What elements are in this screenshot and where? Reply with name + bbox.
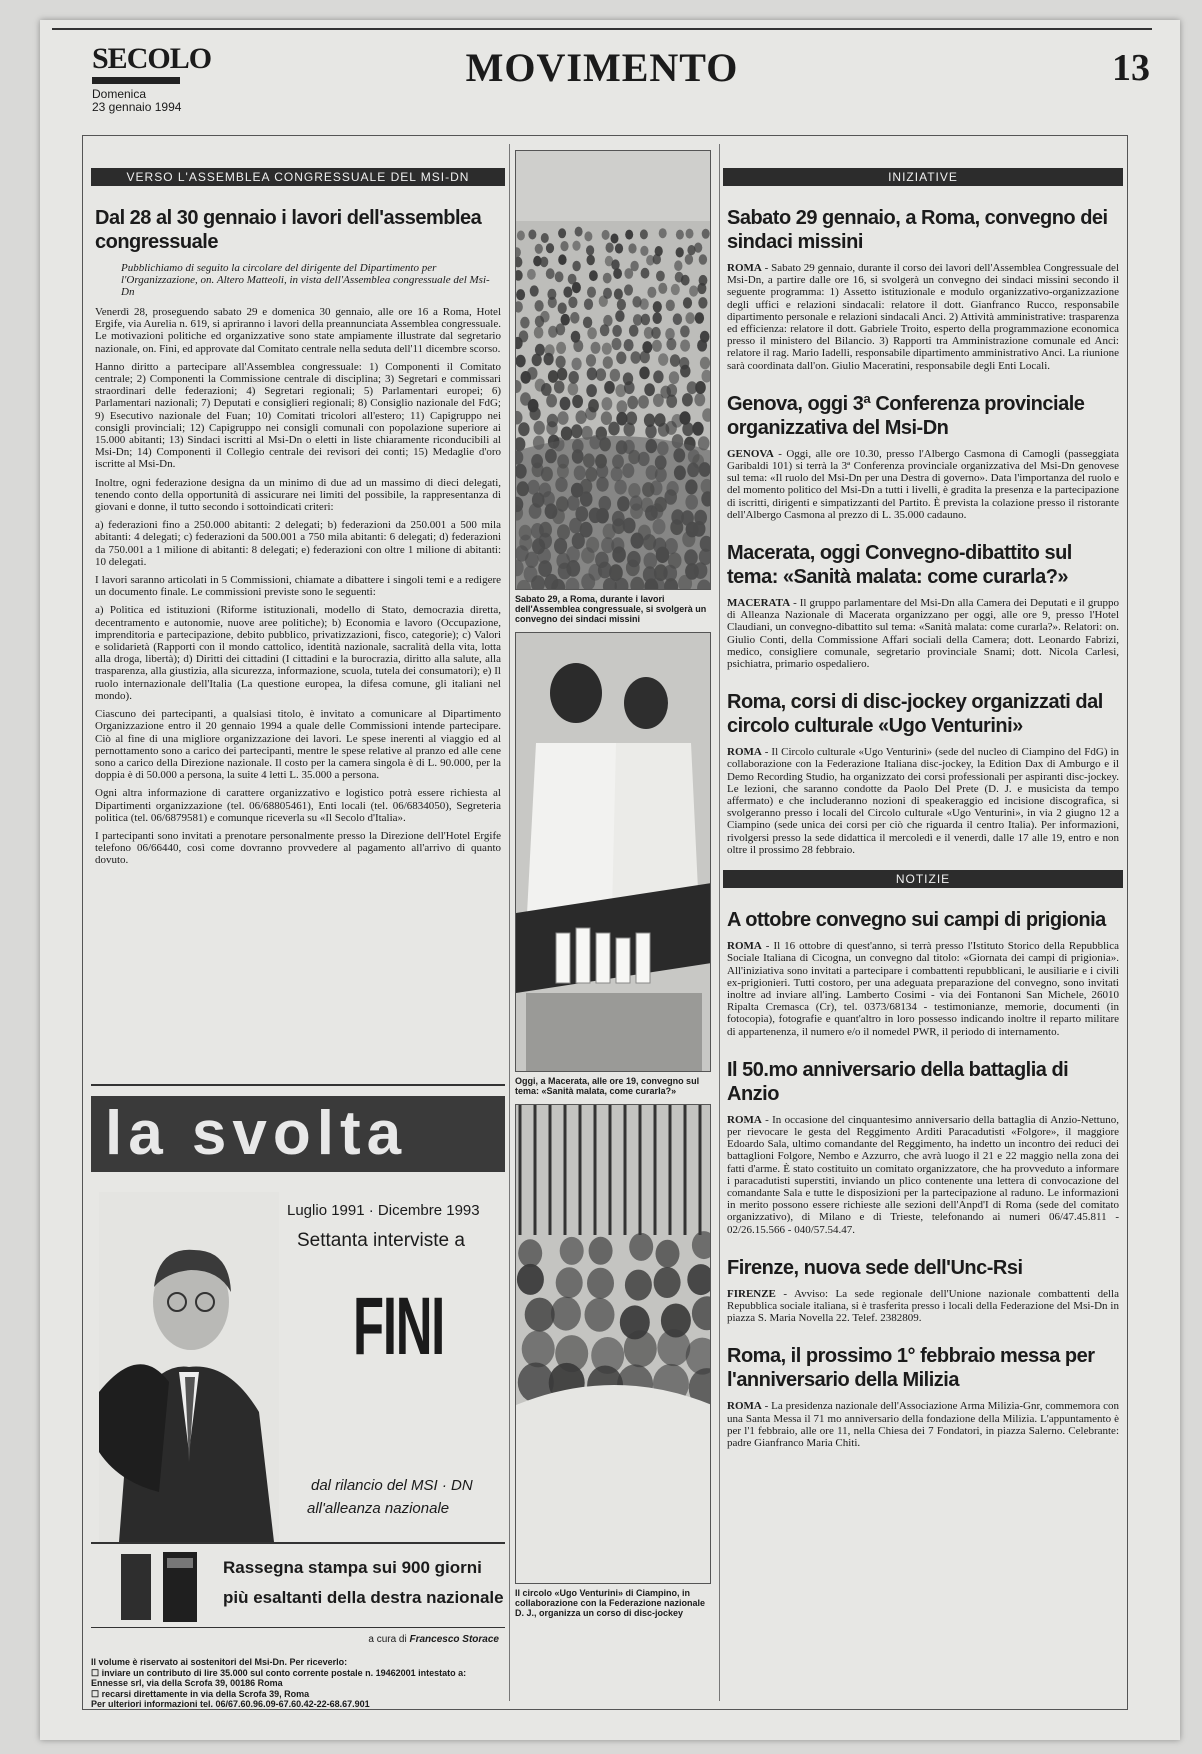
iniziative-articles: [723, 206, 1123, 856]
ad-tagline-1: dal rilancio del MSI · DN: [311, 1477, 473, 1494]
ad-book-title-1: Rassegna stampa sui 900 giorni: [223, 1558, 482, 1577]
article-text: - La presidenza nazionale dell'Associazione Arma Milizia-Gnr, commemora con una Santa Messa il 71 mo anniversario della fondazione della Milizia. L'appuntamento è per l'1 febbraio, alle ore 11, nella Chiesa dei 7 Fondatori, in piazza Salerno. Celebrante: padre Gianfranco Maria Chiti.: [727, 1400, 1119, 1449]
news-article: [723, 392, 1123, 521]
article-body: [727, 448, 1119, 521]
column-rule: [719, 144, 720, 1701]
news-article: [723, 1058, 1123, 1236]
article-body: [727, 1288, 1119, 1325]
ad-body: [91, 1172, 505, 1542]
article-headline: Macerata, oggi Convegno-dibattito sul tema: «Sanità malata: come curarla?»: [727, 542, 1072, 589]
paragraph: I partecipanti sono invitati a prenotare personalmente presso la Direzione dell'Hotel Ergife telefono 06/66440, così come dovranno provvedere al pagamento all'arrivo di quanto dovuto.: [95, 829, 501, 867]
article-headline: Firenze, nuova sede dell'Unc-Rsi: [727, 1256, 1023, 1279]
article-body: [727, 1400, 1119, 1449]
left-band: VERSO L'ASSEMBLEA CONGRESSUALE DEL MSI-DN: [91, 168, 505, 186]
paragraph: Venerdì 28, proseguendo sabato 29 e domenica 30 gennaio, alle ore 16 a Roma, Hotel Ergife, via Aurelia n. 619, si apriranno i lavori della preannunciata Assemblea congressuale. Le motivazioni politiche ed organizzative sono state ampiamente illustrate dal segretario nazionale, on. Fini, ed approvate dal Comitato centrale nella seduta dell'11 dicembre scorso.: [95, 306, 501, 355]
page-number: 13: [1112, 47, 1150, 89]
nurses-image: [516, 633, 711, 1072]
left-article-body: [91, 306, 505, 867]
iniziative-band: INIZIATIVE: [723, 168, 1123, 186]
ad-order-info: [91, 1657, 505, 1710]
youth-photo: [515, 1104, 711, 1584]
article-headline: Genova, oggi 3ª Conferenza provinciale organizzativa del Msi-Dn: [727, 392, 1085, 439]
notizie-articles: [723, 908, 1123, 1449]
paragraph: a) federazioni fino a 250.000 abitanti: 2 delegati; b) federazioni da 250.001 a 500 mila abitanti: 4 delegati; c) federazioni da 500.001 a 750 mila abitanti: 6 delegati; d) federazioni da 750.001 a 1 milione di abitanti: 8 delegati; e) federazioni con oltre 1 milione di abitanti: 10 delegati.: [95, 519, 501, 568]
article-text: - Avviso: La sede regionale dell'Unione nazionale combattenti della Repubblica sociale italiana, si è trasferita presso i locali della Federazione del Msi-Dn in piazza S. Maria Novella 22. Telef. 2382809.: [727, 1287, 1119, 1325]
ad-info-line: ☐ recarsi direttamente in via della Scrofa 39, Roma: [91, 1688, 310, 1699]
article-dateline: MACERATA: [727, 597, 791, 610]
masthead: [52, 28, 1152, 118]
middle-column: [513, 136, 713, 1706]
article-dateline: ROMA: [727, 1113, 762, 1126]
article-text: - Oggi, alle ore 10.30, presso l'Albergo Casmona di Camogli (passeggiata Garibaldi 101) si terrà la 3ª Conferenza provinciale organizzativa del Msi-Dn genovese sul tema: «Il ruolo del Msi-Dn per una Destra di governo». Data l'importanza del ruolo e del momento politico del Msi-Dn a tutti i livelli, è gradita la presenza e la partecipazione di iscritti, dirigenti e simpatizzanti del Partito. È prevista la colazione presso il ristorante dell'Albergo Casmona al prezzo di L. 35.000 cadauno.: [727, 447, 1119, 521]
news-article: [723, 206, 1123, 372]
article-text: - Il gruppo parlamentare del Msi-Dn alla Camera dei Deputati e il gruppo di Alleanza Nazionale di Macerata organizzano per oggi, alle ore 9, presso l'Hotel Claudiani, un convegno-dibattito sul tema: «Sanità malata: come curarla?». Relatori: on. Giulio Conti, della Commissione Affari sociali della Camera; dott. Leonardo Fabrizi, medico, consigliere comunale, segretario provinciale Snami; dott. Nicola Carlesi, psichiatra, primario ospedaliero.: [727, 597, 1119, 671]
article-text: - Sabato 29 gennaio, durante il corso dei lavori dell'Assemblea Congressuale del Msi-Dn, a partire dalle ore 16, si svolgerà un convegno dei sindaci missini secondo il seguente programma: 1) Assetto istituzionale e modulo organizzativo-organizzazione degli uffici e relazioni sindacali: relatore il dott. Gianfranco Rucco, responsabile dipartimento personale e relazioni sindacali Anci. 2) Attività amministrative: trasparenza ed efficienza: relatore il dott. Gabriele Troito, esperto della programmazione economica presso il ministero del Bilancio. 3) Rapporti tra Amministrazione comunale ed Anci: relatore il rag. Mario Iadelli, responsabile dipartimento amministrativo Anci. La riunione sarà coordinata dall'on. Giulio Maceratini, responsabile degli Enti Locali.: [727, 262, 1119, 372]
ad-book-title-2: più esaltanti della destra nazionale: [223, 1588, 504, 1607]
article-text: - Il 16 ottobre di quest'anno, si terrà presso l'Istituto Storico della Repubblica Sociale Italiana di Cicogna, un convegno dal titolo: «Giornata dei campi di prigionia». All'iniziativa sono invitati a partecipare i combattenti repubblicani, le ausiliarie e i civili ex-prigionieri. Tutti costoro, per una adeguata preparazione del convegno, sono invitati inoltre ad inviare all'ing. Lamberto Cosimi - via dei Fontanoni San Michele, 26010 Ripalta Cremasca (Cr), tel. 0373/68134 - testimonianze, memorie, documenti (in fotocopia), fotografie e quant'altro in loro possesso indicando inoltre il reparto militare di appartenenza, il numero e/o il nomedel PWR, il periodo di internamento.: [727, 940, 1119, 1038]
book-icon: [111, 1550, 211, 1624]
intro-text: Pubblichiamo di seguito la circolare del dirigente del Dipartimento per l'Organizzazione, on. Altero Matteoli, in vista dell'Assemblea congressuale del Msi-Dn: [121, 262, 490, 298]
ad-book-strip: [91, 1542, 505, 1628]
article-dateline: ROMA: [727, 1400, 762, 1413]
article-dateline: ROMA: [727, 262, 762, 274]
article-body: [727, 597, 1119, 670]
article-headline: Roma, corsi di disc-jockey organizzati dal circolo culturale «Ugo Venturini»: [727, 691, 1103, 738]
article-headline: Il 50.mo anniversario della battaglia di Anzio: [727, 1058, 1069, 1105]
ad-info-line: Il volume è riservato ai sostenitori del Msi-Dn. Per riceverlo:: [91, 1657, 348, 1667]
article-dateline: ROMA: [727, 746, 762, 759]
ad-subtitle: Settanta interviste a: [297, 1230, 465, 1251]
ad-name: FINI: [353, 1281, 445, 1372]
column-rule: [509, 144, 510, 1701]
article-body: [727, 746, 1119, 856]
notizie-band: NOTIZIE: [723, 870, 1123, 888]
article-text: - In occasione del cinquantesimo anniversario della battaglia di Anzio-Nettuno, per rievocare le gesta del Reggimento Arditi Paracadutisti «Folgore», il maggiore Edoardo Sala, ultimo comandante del Reggimento, ha indetto un incontro dei reduci dei battaglioni Folgore, Nembo e Azzurro, che avrà luogo il 21 e 22 maggio nella zona dei fatti d'arme. È stato costituito un comitato organizzatore, che ha provveduto a informare i paracadutisti superstiti, inviando un plico contenente una lettera di convocazione del comandante Sala e tutte le disposizioni per la partecipazione al raduno. Le informazioni in merito possono essere richieste alle sezioni dell'Anpd'I di Roma (sede del comitato organizzativo), di Milano e di Trieste, telefonando ai numeri 06/47.45.811 - 02/26.15.566 - 040/57.54.47.: [727, 1113, 1119, 1236]
ad-tagline-2: all'alleanza nazionale: [307, 1500, 450, 1517]
portrait-photo: [99, 1192, 279, 1542]
left-column: [91, 136, 505, 1076]
ad-credit-name: Francesco Storace: [409, 1634, 499, 1645]
main-headline: Dal 28 al 30 gennaio i lavori dell'assemblea congressuale: [95, 207, 482, 253]
paragraph: a) Politica ed istituzioni (Riforme istituzionali, modello di Stato, democrazia diretta, decentramento e autonomie, nuove aree politiche); b) Economia e lavoro (Occupazione, imprenditoria e partecipazione, debito pubblico, privatizzazioni, fisco, categorie); c) Valori e solidarietà (Rapporti con il mondo cattolico, identità nazionale, sacralità della vita, lotta alla droga, libertà); d) Diritti dei cittadini (I cittadini e la burocrazia, diritto alla salute, alla trasparenza, alla giustizia, alla sicurezza, informazione, scuola, tutela dei consumatori); e) Il ruolo internazionale dell'Italia (La questione europea, la difesa comune, gli italiani nel mondo).: [95, 604, 501, 702]
photo-caption-2: Oggi, a Macerata, alle ore 19, convegno sul tema: «Sanità malata, come curarla?»: [515, 1076, 700, 1096]
article-dateline: ROMA: [727, 940, 762, 953]
news-article: [723, 1256, 1123, 1325]
content-frame: [82, 135, 1128, 1710]
paragraph: Ogni altra informazione di carattere organizzativo e logistico potrà essere richiesta al Dipartimenti organizzazione (tel. 06/68805461), Enti locali (tel. 06/6834050), Segreteria politica (tel. 06/6879581) e comunque riceverla su «Il Secolo d'Italia».: [95, 787, 501, 824]
hospital-photo: [515, 632, 711, 1072]
paragraph: Inoltre, ogni federazione designa da un minimo di due ad un massimo di dieci delegati, tenendo conto della opportunità di assicurare nei limiti del possibile, la rappresentanza di giovani e donne, il tutto secondo i sottoindicati criteri:: [95, 476, 501, 514]
article-headline: Roma, il prossimo 1° febbraio messa per l'anniversario della Milizia: [727, 1345, 1095, 1392]
issue-date-text: 23 gennaio 1994: [92, 100, 182, 114]
crowd-photo: [515, 150, 711, 590]
article-text: - Il Circolo culturale «Ugo Venturini» (sede del nucleo di Ciampino del FdG) in collaborazione con la Federazione Italiana disc-jockey, la Edition Dax di Amburgo e il Demo Recording Studio, ha organizzato dei corsi professionali per aspiranti disc-jockey. Le lezioni, che saranno condotte da Paolo Del Prete (D. J. e musicista da tempo affermato) e che includeranno nozioni di speakeraggio ed incisione discografica, si svolgeranno presso i locali del Circolo culturale «Ugo Venturini», in via 2 giugno 12 a Ciampino (sede unica dei corsi per ciò che riguarda il centro Italia). Per informazioni, rivolgersi presso la sede didattica il mercoledì e il venerdì, dalle 17 alle 19, entro e non oltre il prossimo 28 febbraio.: [727, 746, 1119, 856]
article-dateline: FIRENZE: [727, 1287, 776, 1300]
news-article: [723, 908, 1123, 1038]
ad-credit-prefix: a cura di: [368, 1634, 407, 1645]
ad-credit: [91, 1634, 499, 1645]
paragraph: Hanno diritto a partecipare all'Assemblea congressuale: 1) Componenti il Comitato centrale; 2) Componenti la Commissione centrale di disciplina; 3) Segretari e commissari straordinari delle federazioni; 4) Segretari regionali; 5) Parlamentari europei; 6) Parlamentari nazionali; 7) Deputati e consiglieri regionali; 8) Consiglio nazionale del FdG; 9) Esecutivo nazionale del Fuan; 10) Comitati tricolori all'estero; 11) Capigruppo nei consigli provinciali; 12) Capigruppo nei consigli comunali con popolazione superiore ai 15.000 abitanti; 13) Sindaci iscritti al Msi-Dn o eletti in liste chiaramente riconducibili al Msi-Dn; 14) Componenti il Collegio centrale dei revisori dei conti; 15) Medaglie d'oro iscritte al Msi-Dn.: [95, 360, 501, 471]
ad-info-line: ☐ inviare un contributo di lire 35.000 sul conto corrente postale n. 19462001 intestato a: Ennesse srl, via della Scrofa 39, 00186 Roma: [91, 1667, 467, 1688]
photo-caption-1: Sabato 29, a Roma, durante i lavori dell'Assemblea congressuale, si svolgerà un convegno dei sindaci missini: [515, 594, 707, 624]
young-people-image: [516, 1105, 711, 1584]
ad-headline: la svolta: [91, 1096, 505, 1172]
paragraph: I lavori saranno articolati in 5 Commissioni, chiamate a dibattere i singoli temi e a redigere un documento finale. Le commissioni previste sono le seguenti:: [95, 574, 501, 599]
article-dateline: GENOVA: [727, 447, 774, 460]
ad-period: Luglio 1991 · Dicembre 1993: [287, 1202, 480, 1219]
article-body: [727, 1114, 1119, 1236]
assembly-crowd-image: [516, 151, 711, 590]
book-advertisement: [91, 1084, 505, 1709]
article-headline: Sabato 29 gennaio, a Roma, convegno dei sindaci missini: [727, 207, 1108, 253]
photo-caption-3: Il circolo «Ugo Venturini» di Ciampino, in collaborazione con la Federazione nazionale D. J., organizza un corso di disc-jockey: [515, 1588, 706, 1618]
ad-info-line: Per ulteriori informazioni tel. 06/67.60.96.09-67.60.42-22-68.67.901: [91, 1699, 370, 1709]
paragraph: Ciascuno dei partecipanti, a qualsiasi titolo, è invitato a comunicare al Dipartimento Organizzazione entro il 20 gennaio 1994 a quale delle Commissioni intende partecipare. Ciò al fine di una migliore organizzazione dei lavori. Le spese inerenti al viaggio ed al pernottamento sono a carico dei partecipanti, mentre le spese relative al pranzo ed alle cene sono a carico della Direzione nazionale. Il costo per la camera singola è di L. 90.000, per la doppia è di 50.000 a persona, la suite 4 letti L. 35.000 a persona.: [95, 708, 501, 782]
article-headline: A ottobre convegno sui campi di prigionia: [727, 909, 1106, 932]
newspaper-logo: SECOLO: [92, 42, 212, 75]
section-title: MOVIMENTO: [465, 45, 739, 90]
article-body: [727, 940, 1119, 1038]
article-body: [727, 262, 1119, 372]
news-article: [723, 1344, 1123, 1449]
news-article: [723, 690, 1123, 856]
issue-date: [92, 88, 181, 114]
news-article: [723, 541, 1123, 670]
issue-day: Domenica: [92, 87, 147, 101]
right-column: [723, 136, 1123, 1706]
